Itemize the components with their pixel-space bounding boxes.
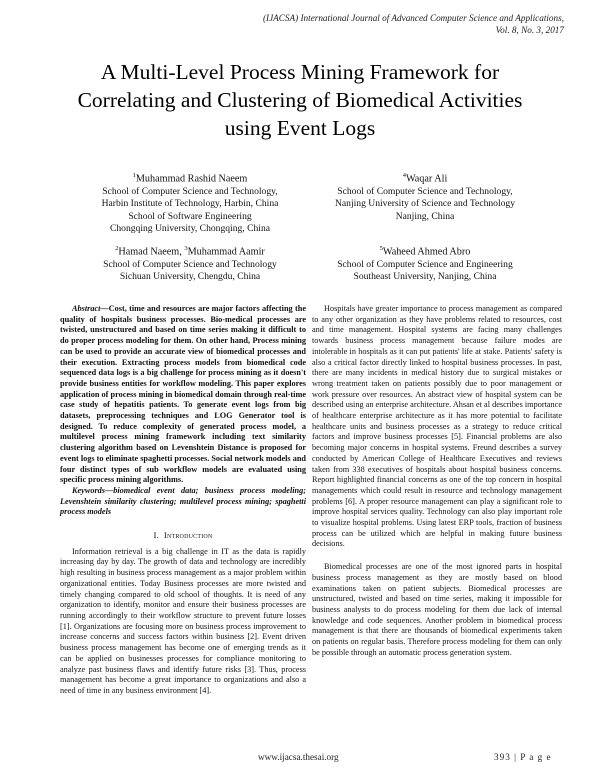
author-name (305, 170, 545, 186)
journal-header (204, 12, 564, 36)
title-line-3: using Event Logs (224, 116, 376, 140)
page-number: 393 | P a g e (494, 752, 552, 762)
affiliation-line: Nanjing, China (395, 210, 455, 222)
author-block-1 (70, 170, 310, 235)
keywords (60, 486, 306, 518)
author-index: 3 (184, 245, 188, 252)
author-index: 1 (132, 172, 136, 179)
keywords-text: biomedical event data; business process modeling; Levenshtein similarity clustering; multilevel process mining; spaghetti process models (60, 485, 306, 517)
author-name-text: Waqar Ali (405, 173, 448, 185)
abstract-text: Cost, time and resources are major factors affecting the quality of hospitals business processes. Bio-medical processes are twisted, unstructured and based on time series making it difficult to do proper process modeling for them. On other hand, Process mining can be used to provide an accurate view of biomedical processes and their execution. Extracting process models from biomedical code sequenced data logs is a big challenge for process mining as it doesn't provide business entities for workflow modeling. This paper explores application of process mining in biomedical domain through real-time case study of hepatitis patients. To generate event logs from big datasets, preprocessing techniques and LOG Generator tool is designed. To reduce complexity of generated process model, a multilevel process mining framework including text similarity clustering algorithm based on Levenshtein Distance is proposed for event logs to eliminate spaghetti processes. Social network models and four distinct types of sub workflow models are evaluated using specific process mining algorithms. (60, 304, 306, 485)
footer-website: www.ijacsa.thesai.org (258, 752, 339, 762)
affiliation-line: Southeast University, Nanjing, China (353, 271, 497, 283)
journal-line-1: (IJACSA) International Journal of Advanced Computer Science and Applications, (262, 13, 564, 23)
author-index: 5 (379, 245, 383, 252)
author-names (70, 243, 310, 259)
right-column (312, 304, 562, 659)
author-name-text: Muhammad Rashid Naeem (135, 173, 248, 185)
author-block-2-3 (70, 243, 310, 284)
title-line-2: Correlating and Clustering of Biomedical Activities (77, 88, 523, 112)
section-title: Introduction (163, 530, 213, 541)
body-paragraph: Biomedical processes are one of the most ignored parts in hospital business process management as they are mostly based on blood examinations taken on patient subjects. Biomedical processes are unstructured, twisted and based on time series, making it impossible for business analysts to do process modeling for them due lack of internal knowledge and code sequences. Another problem in biomedical process management is that there are thousands of biomedical experiments taken on patients on regular basis. Therefore process modeling for them can only be possible through an automatic process generation system. (312, 562, 562, 657)
affiliation-line: Sichuan University, Chengdu, China (119, 271, 261, 283)
affiliation-line: Chongqing University, Chongqing, China (109, 223, 271, 235)
author-name-text: Muhammad Aamir (187, 246, 265, 258)
affiliation-line: School of Computer Science and Technology, (337, 185, 513, 197)
author-name-text: Hamad Naeem, (118, 246, 185, 258)
keywords-label: Keywords— (72, 485, 114, 495)
intro-paragraph: Information retrieval is a big challenge in IT as the data is rapidly increasing day by day. The growth of data and technology are incredibly high resulting in business process management as a major problem within organizational entities. Today Business processes are more twisted and timely changing compared to old school of thoughts. It is need of any organization to identify, monitor and ensure their business processes are running accordingly to their workflow structure to prevent future losses [1]. Organizations are focusing more on business process improvement to increase concerns and success factors within business [2]. Event driven business process management has become one of emerging trends as it can be applied on businesses processes for compliance monitoring to analyze past business flaws and identify future risks [3]. Thus, process management has become a great importance to organizations and also a need of time in any business environment [4]. (60, 546, 306, 695)
left-column (60, 304, 306, 697)
affiliation-line: School of Computer Science and Technology, (102, 185, 278, 197)
affiliation-line: Nanjing University of Science and Technology (334, 198, 516, 210)
journal-line-2: Vol. 8, No. 3, 2017 (495, 25, 564, 35)
affiliation-line: School of Computer Science and Technology (103, 258, 277, 270)
author-block-4 (305, 170, 545, 223)
author-index: 4 (402, 172, 406, 179)
author-block-5 (305, 243, 545, 284)
abstract (60, 304, 306, 486)
section-number: I. (153, 530, 160, 541)
body-paragraph: Hospitals have greater importance to process management as compared to any other organization as they have problems related to resources, cost and time management. Hospital systems are facing many challenges towards business process management because failure modes are intolerable in hospitals as it can put patients' life at stake. Patients' safety is also a critical factor directly linked to hospital business processes. In past, there are many incidents in medical history due to surgical mistakes or wrong treatment taken on patients possibly due to poor management or work pressure over resources. An abstract view of hospital system can be described using an enterprise architecture. Ahsan et al describes importance of healthcare enterprise architecture as it has more potential to facilitate healthcare units and business processes as a strategy to reduce critical factors and improve business processes [5]. Financial problems are also becoming major concerns in hospital systems. Freund describes a survey conducted by American College of Healthcare Executives and reviews taken from 338 executives of hospitals about hospital business concerns. Report highlighted financial concerns as one of the top concern in hospital managements which could result in resource and technology management problems [6]. A proper resource management can play a significant role to improve hospital services quality. Technology can also play important role to visualize hospital problems. Using latest ERP tools, fraction of business process can be utilized which are helpful in making future business decisions. (312, 304, 562, 549)
affiliation-line: School of Software Engineering (128, 210, 252, 222)
section-heading (60, 530, 306, 541)
paper-title (40, 58, 560, 142)
affiliation-line: Harbin Institute of Technology, Harbin, China (101, 198, 279, 210)
affiliation-line: School of Computer Science and Engineering (337, 258, 513, 270)
author-name (305, 243, 545, 259)
author-index: 2 (115, 245, 119, 252)
author-name-text: Waheed Ahmed Abro (382, 246, 471, 258)
title-line-1: A Multi-Level Process Mining Framework for (100, 60, 500, 84)
author-name (70, 170, 310, 186)
abstract-label: Abstract— (72, 304, 109, 313)
